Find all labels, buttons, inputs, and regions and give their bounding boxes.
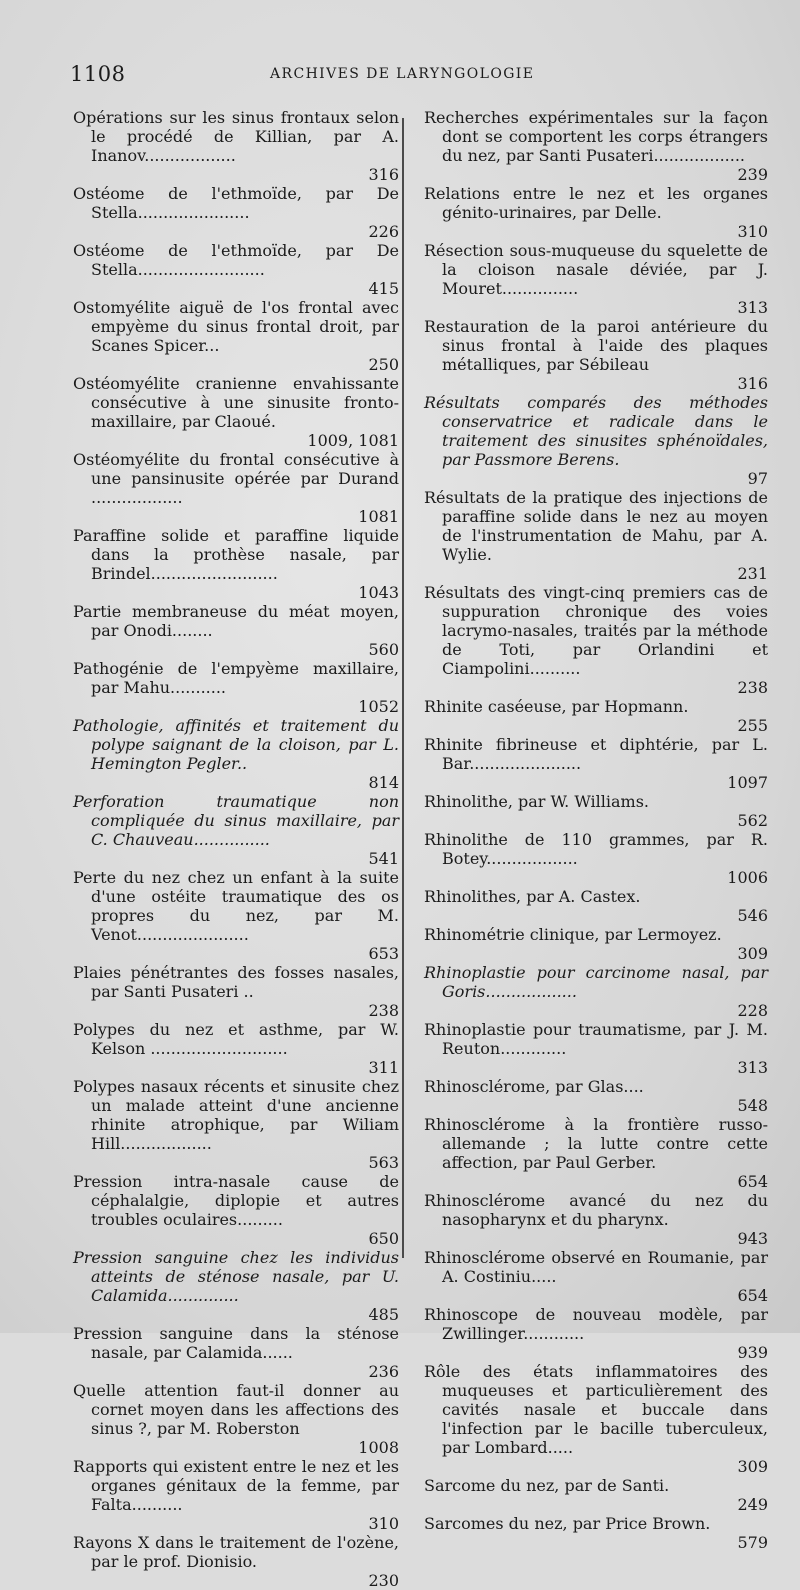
entry-pages: 563 <box>368 1153 399 1172</box>
entry-pages: 943 <box>737 1229 768 1248</box>
entry-title: Rhinolithes, par A. Castex. <box>424 887 641 906</box>
index-entry <box>73 602 399 659</box>
index-entry <box>73 868 399 963</box>
entry-pages: 231 <box>737 564 768 583</box>
index-entry <box>424 887 768 925</box>
entry-pages: 1081 <box>358 507 399 526</box>
entry-title: Opérations sur les sinus frontaux selon le procédé de Killian, par A. Inanov.................. <box>73 108 399 165</box>
entry-pages: 310 <box>737 222 768 241</box>
index-entry <box>73 963 399 1020</box>
index-entry <box>424 1191 768 1248</box>
entry-title: Pathogénie de l'empyème maxillaire, par Mahu........... <box>73 659 399 697</box>
entry-pages: 309 <box>737 944 768 963</box>
index-entry <box>424 1514 768 1552</box>
entry-title: Rhinolithe, par W. Williams. <box>424 792 649 811</box>
index-column-left <box>73 108 399 1590</box>
entry-title: Rhinosclérome à la frontière russo-allemande ; la lutte contre cette affection, par Paul Gerber. <box>424 1115 768 1172</box>
entry-pages: 560 <box>368 640 399 659</box>
index-entry <box>73 298 399 374</box>
entry-pages: 1009, 1081 <box>307 431 399 450</box>
entry-title: Polypes du nez et asthme, par W. Kelson ........................... <box>73 1020 399 1058</box>
index-entry <box>73 1077 399 1172</box>
entry-pages: 316 <box>368 165 399 184</box>
entry-title: Plaies pénétrantes des fosses nasales, par Santi Pusateri .. <box>73 963 399 1001</box>
entry-pages: 313 <box>737 1058 768 1077</box>
entry-pages: 1008 <box>358 1438 399 1457</box>
entry-title: Ostéomyélite cranienne envahissante consécutive à une sinusite fronto-maxillaire, par Claoué. <box>73 374 399 431</box>
index-entry <box>73 108 399 184</box>
entry-pages: 238 <box>737 678 768 697</box>
index-entry <box>424 963 768 1020</box>
entry-title: Rhinolithe de 110 grammes, par R. Botey.................. <box>424 830 768 868</box>
entry-title: Perforation traumatique non compliquée du sinus maxillaire, par C. Chauveau............... <box>73 792 399 849</box>
entry-pages: 562 <box>737 811 768 830</box>
entry-pages: 226 <box>368 222 399 241</box>
entry-title: Pression sanguine chez les individus atteints de sténose nasale, par U. Calamida.............. <box>73 1248 399 1305</box>
entry-pages: 1097 <box>727 773 768 792</box>
entry-pages: 415 <box>368 279 399 298</box>
entry-pages: 255 <box>737 716 768 735</box>
index-entry <box>424 697 768 735</box>
entry-pages: 485 <box>368 1305 399 1324</box>
index-entry <box>424 241 768 317</box>
entry-title: Pression intra-nasale cause de céphalalgie, diplopie et autres troubles oculaires......... <box>73 1172 399 1229</box>
entry-pages: 814 <box>368 773 399 792</box>
index-entry <box>73 1248 399 1324</box>
entry-pages: 238 <box>368 1001 399 1020</box>
entry-title: Rapports qui existent entre le nez et les organes génitaux de la femme, par Falta.......... <box>73 1457 399 1514</box>
index-entry <box>73 1172 399 1248</box>
index-entry <box>424 583 768 697</box>
entry-title: Partie membraneuse du méat moyen, par Onodi........ <box>73 602 399 640</box>
index-entry <box>73 716 399 792</box>
entry-pages: 1052 <box>358 697 399 716</box>
entry-pages: 548 <box>737 1096 768 1115</box>
index-entry <box>73 184 399 241</box>
index-entry <box>73 526 399 602</box>
entry-title: Pression sanguine dans la sténose nasale, par Calamida...... <box>73 1324 399 1362</box>
index-entry <box>73 1381 399 1457</box>
index-entry <box>424 1362 768 1476</box>
entry-title: Ostomyélite aiguë de l'os frontal avec empyème du sinus frontal droit, par Scanes Spicer... <box>73 298 399 355</box>
index-entry <box>73 1020 399 1077</box>
entry-pages: 230 <box>368 1571 399 1590</box>
page-header <box>70 62 760 86</box>
entry-title: Quelle attention faut-il donner au cornet moyen dans les affections des sinus ?, par M. Roberston <box>73 1381 399 1438</box>
entry-title: Polypes nasaux récents et sinusite chez un malade atteint d'une ancienne rhinite atrophique, par Wiliam Hill.................. <box>73 1077 399 1153</box>
entry-title: Ostéomyélite du frontal consécutive à une pansinusite opérée par Durand .................. <box>73 450 399 507</box>
entry-title: Recherches expérimentales sur la façon dont se comportent les corps étrangers du nez, par Santi Pusateri.................. <box>424 108 768 165</box>
index-column-right <box>424 108 768 1552</box>
entry-title: Paraffine solide et paraffine liquide dans la prothèse nasale, par Brindel......................... <box>73 526 399 583</box>
index-entry <box>73 659 399 716</box>
entry-pages: 239 <box>737 165 768 184</box>
entry-pages: 654 <box>737 1172 768 1191</box>
entry-title: Rayons X dans le traitement de l'ozène, par le prof. Dionisio. <box>73 1533 399 1571</box>
index-entry <box>424 184 768 241</box>
entry-title: Rhinométrie clinique, par Lermoyez. <box>424 925 722 944</box>
index-entry <box>424 1248 768 1305</box>
index-entry <box>424 1305 768 1362</box>
index-entry <box>73 450 399 526</box>
column-divider <box>402 118 404 1258</box>
entry-title: Ostéome de l'ethmoïde, par De Stella...................... <box>73 184 399 222</box>
entry-pages: 541 <box>368 849 399 868</box>
entry-pages: 97 <box>747 469 768 488</box>
entry-title: Résection sous-muqueuse du squelette de la cloison nasale déviée, par J. Mouret............... <box>424 241 768 298</box>
index-entry <box>73 1457 399 1533</box>
entry-title: Rhinoscope de nouveau modèle, par Zwillinger............ <box>424 1305 768 1343</box>
index-entry <box>73 792 399 868</box>
entry-title: Résultats de la pratique des injections de paraffine solide dans le nez au moyen de l'instrumentation de Mahu, par A. Wylie. <box>424 488 768 564</box>
entry-pages: 236 <box>368 1362 399 1381</box>
entry-pages: 310 <box>368 1514 399 1533</box>
index-entry <box>424 1077 768 1115</box>
entry-pages: 1043 <box>358 583 399 602</box>
index-entry <box>424 830 768 887</box>
entry-title: Rhinosclérome, par Glas.... <box>424 1077 644 1096</box>
entry-title: Rhinite fibrineuse et diphtérie, par L. Bar...................... <box>424 735 768 773</box>
entry-title: Pathologie, affinités et traitement du polype saignant de la cloison, par L. Hemington Pegler.. <box>73 716 399 773</box>
entry-pages: 579 <box>737 1533 768 1552</box>
entry-pages: 939 <box>737 1343 768 1362</box>
index-entry <box>424 735 768 792</box>
index-entry <box>424 393 768 488</box>
index-entry <box>424 1020 768 1077</box>
entry-title: Rhinoplastie pour traumatisme, par J. M. Reuton............. <box>424 1020 768 1058</box>
index-entry <box>424 1476 768 1514</box>
entry-title: Rôle des états inflammatoires des muqueuses et particulièrement des cavités nasale et buccale dans l'infection par le bacille tuberculeux, par Lombard..... <box>424 1362 768 1457</box>
index-entry <box>73 374 399 450</box>
entry-title: Rhinosclérome avancé du nez du nasopharynx et du pharynx. <box>424 1191 768 1229</box>
entry-title: Sarcome du nez, par de Santi. <box>424 1476 670 1495</box>
index-entry <box>73 1533 399 1590</box>
index-entry <box>424 108 768 184</box>
entry-title: Relations entre le nez et les organes génito-urinaires, par Delle. <box>424 184 768 222</box>
entry-pages: 228 <box>737 1001 768 1020</box>
entry-pages: 313 <box>737 298 768 317</box>
entry-title: Ostéome de l'ethmoïde, par De Stella......................... <box>73 241 399 279</box>
entry-title: Restauration de la paroi antérieure du sinus frontal à l'aide des plaques métalliques, par Sébileau <box>424 317 768 374</box>
entry-pages: 650 <box>368 1229 399 1248</box>
entry-pages: 309 <box>737 1457 768 1476</box>
entry-pages: 250 <box>368 355 399 374</box>
entry-title: Rhinosclérome observé en Roumanie, par A. Costiniu..... <box>424 1248 768 1286</box>
index-entry <box>424 792 768 830</box>
index-entry <box>424 488 768 583</box>
entry-pages: 653 <box>368 944 399 963</box>
page-number: 1108 <box>70 62 126 86</box>
index-entry <box>73 241 399 298</box>
index-entry <box>424 925 768 963</box>
index-entry <box>424 317 768 393</box>
entry-pages: 1006 <box>727 868 768 887</box>
entry-title: Rhinite caséeuse, par Hopmann. <box>424 697 689 716</box>
entry-pages: 311 <box>368 1058 399 1077</box>
entry-title: Résultats des vingt-cinq premiers cas de suppuration chronique des voies lacrymo-nasales, traités par la méthode de Toti, par Orlandini et Ciampolini.......... <box>424 583 768 678</box>
entry-title: Rhinoplastie pour carcinome nasal, par Goris.................. <box>424 963 768 1001</box>
entry-title: Résultats comparés des méthodes conservatrice et radicale dans le traitement des sinusites sphénoïdales, par Passmore Berens. <box>424 393 768 469</box>
index-entry <box>424 1115 768 1191</box>
entry-title: Sarcomes du nez, par Price Brown. <box>424 1514 711 1533</box>
entry-pages: 249 <box>737 1495 768 1514</box>
running-head: ARCHIVES DE LARYNGOLOGIE <box>270 66 535 82</box>
entry-pages: 654 <box>737 1286 768 1305</box>
entry-title: Perte du nez chez un enfant à la suite d'une ostéite traumatique des os propres du nez, par M. Venot...................... <box>73 868 399 944</box>
entry-pages: 546 <box>737 906 768 925</box>
entry-pages: 316 <box>737 374 768 393</box>
